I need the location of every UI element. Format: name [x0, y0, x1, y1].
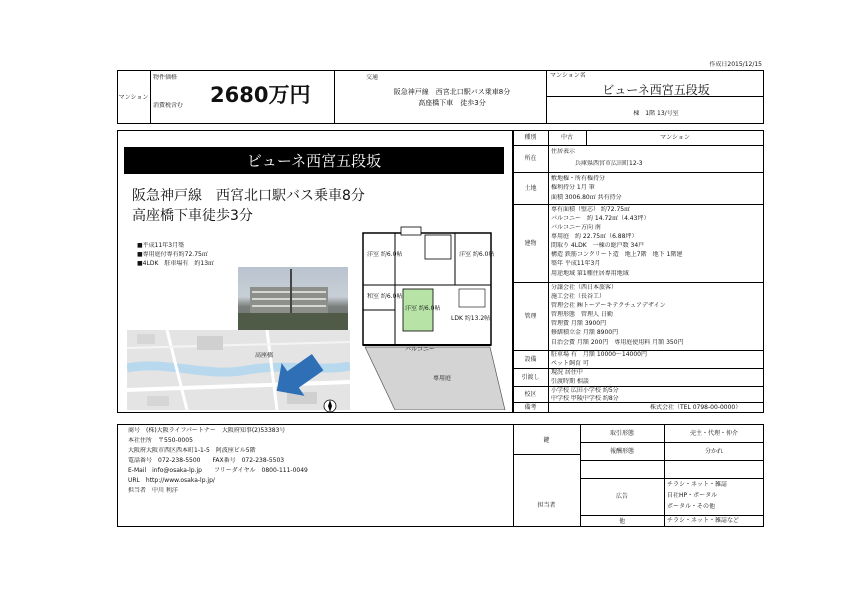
- spec-land-line1: 敷地権・所有権持分: [551, 175, 606, 182]
- company-line2: 本社住所 〒550-0005: [128, 437, 193, 444]
- spec-handover-label: 引渡し: [521, 373, 540, 381]
- spec-school-line1: 小学校 広田小学校 約5分: [551, 387, 619, 394]
- ad-label: 広告: [615, 493, 628, 500]
- spec-building-line8: 用途地域 第1種住居専用地域: [551, 270, 629, 277]
- spec-building-line1: 専有面積（壁芯） 約72.75㎡: [551, 206, 631, 213]
- bullet-2: ■専用庭付専有約72.75㎡: [137, 251, 208, 258]
- spec-handover-line1: 現況 居住中: [551, 369, 583, 376]
- building-photo: [238, 267, 348, 333]
- room-4: 洋室 約6.0帖: [405, 305, 441, 312]
- spec-location-line2: 兵庫県西宮市広田町12-3: [575, 160, 643, 167]
- bullet-3: ■4LDK 駐車場有 約13㎡: [137, 260, 215, 267]
- location-arrow-icon: [270, 350, 326, 398]
- spec-building-line7: 築年 平成11年3月: [551, 260, 601, 267]
- spec-management-line6: 修繕積立金 月額 8900円: [551, 329, 619, 336]
- ad-sub: 自社HP・ポータル: [667, 492, 718, 499]
- lock-label: 鍵: [543, 436, 550, 444]
- spec-management-line1: 分譲会社（西日本旅客）: [551, 284, 618, 291]
- room-1: 洋室 約6.0帖: [367, 251, 403, 258]
- trade-value: 売主・代理・仲介: [689, 429, 738, 437]
- spec-management-line3: 管理会社 ㈱トーアーキテクチュアデザイン: [551, 302, 666, 309]
- company-line3: 大阪府大阪市西区西本町1-1-5 阿波座ビル5階: [128, 447, 256, 454]
- bullet-1: ■平成11年3月築: [137, 242, 185, 249]
- traffic-line1: 阪急神戸線 西宮北口駅バス乗車8分: [393, 88, 511, 96]
- company-line4: 電話番号 072-238-5500 FAX番号 072-238-5503: [128, 457, 285, 464]
- spec-management-line7: 自治会費 月額 200円 専用庭使用料 月額 350円: [551, 339, 684, 346]
- spec-management-line2: 施工会社（長谷工）: [551, 293, 606, 300]
- spec-building-line3: バルコニー方向 南: [551, 224, 601, 231]
- price-label: 物件価格: [153, 74, 178, 81]
- other-value: チラシ・ネット・雑誌など: [667, 517, 740, 524]
- name-label: マンション名: [550, 72, 586, 79]
- fee-label: 報酬形態: [609, 447, 634, 455]
- room-3: 和室 約6.0帖: [367, 293, 403, 300]
- fee-value: 分かれ: [704, 447, 723, 455]
- spec-building-line5: 間取り 4LDK 一棟の総戸数 34戸: [551, 242, 645, 249]
- created-date: 作成日2015/12/15: [709, 61, 762, 68]
- spec-equipment-line2: ペット飼育 可: [551, 360, 589, 367]
- price-value: 2680万円: [210, 83, 311, 107]
- spec-remarks-line1: 株式会社（TEL 0798-00-0000）: [650, 404, 742, 411]
- spec-building-line6: 構造 鉄筋コンクリート造 地上7階 地下 1階建: [551, 251, 683, 258]
- spec-school-line2: 中学校 甲陵中学校 約8分: [551, 395, 619, 402]
- spec-management-label: 管理: [524, 312, 537, 320]
- spec-building-label: 建物: [524, 239, 537, 247]
- company-line1: 商号 (株)大阪ライフパートナー 大阪府知事(2)53383号: [128, 427, 286, 434]
- compass-icon: [320, 398, 340, 414]
- building-info: 棟 1階 13/号室: [633, 110, 679, 117]
- spec-school-label: 校区: [524, 390, 537, 398]
- map-label: 高座橋: [255, 352, 274, 359]
- sales-label: 担当者: [537, 501, 556, 509]
- floor-plan: [355, 225, 510, 410]
- spec-land-line3: 面積 3006.80㎡ 共有持分: [551, 194, 622, 201]
- room-2: 洋室 約6.0帖: [459, 251, 495, 258]
- spec-building-line4: 専用庭 約 22.75㎡（6.88坪）: [551, 233, 638, 240]
- spec-management-line5: 管理費 月額 3900円: [551, 320, 607, 327]
- ad-value: チラシ・ネット・雑誌: [667, 481, 728, 488]
- mansion-label: マンション: [118, 93, 149, 101]
- spec-type-label: 種別: [524, 134, 537, 141]
- spec-equipment-line1: 駐車場 有 月額 10000～14000円: [551, 351, 647, 358]
- traffic-label: 交通: [366, 74, 379, 81]
- spec-building-line2: バルコニー 約 14.72㎡（4.43坪）: [551, 215, 650, 222]
- access-line1: 阪急神戸線 西宮北口駅バス乗車8分: [132, 188, 365, 204]
- access-line2: 高座橋下車徒歩3分: [132, 208, 253, 224]
- tax-note: 消費税含む: [153, 102, 184, 109]
- company-url[interactable]: URL http://www.osaka-lp.jp/: [128, 477, 215, 484]
- traffic-line2: 高座橋下車 徒歩3分: [418, 99, 486, 107]
- room-5: LDK 約13.2帖: [451, 315, 491, 322]
- spec-land-line2: 権利持分 1月 筆: [551, 184, 595, 191]
- spec-land-label: 土地: [524, 184, 537, 192]
- name-value: ビューネ西宮五段坂: [602, 83, 710, 97]
- spec-type-value: 中古: [560, 134, 573, 141]
- spec-type-sub: マンション: [660, 134, 690, 141]
- spec-handover-line2: 引渡時期 相談: [551, 378, 589, 385]
- balcony-label: バルコニー: [405, 346, 436, 353]
- spec-management-line4: 管理形態 管理人 日勤: [551, 311, 613, 318]
- company-line7: 担当者 中川 利洋: [128, 487, 178, 494]
- spec-remarks-label: 備考: [524, 404, 537, 411]
- garden-label: 専用庭: [433, 375, 452, 382]
- other-label: 他: [618, 517, 625, 525]
- ad-sub2: ポータル・その他: [667, 503, 716, 510]
- company-line5[interactable]: E-Mail info@osaka-lp.jp フリーダイヤル 0800-111-0049: [128, 467, 308, 474]
- spec-equipment-label: 設備: [524, 355, 537, 363]
- spec-location-line1: 住居表示: [551, 148, 576, 155]
- trade-label: 取引形態: [609, 429, 634, 437]
- banner-title: ビューネ西宮五段坂: [124, 147, 504, 174]
- spec-location-label: 所在: [524, 155, 537, 162]
